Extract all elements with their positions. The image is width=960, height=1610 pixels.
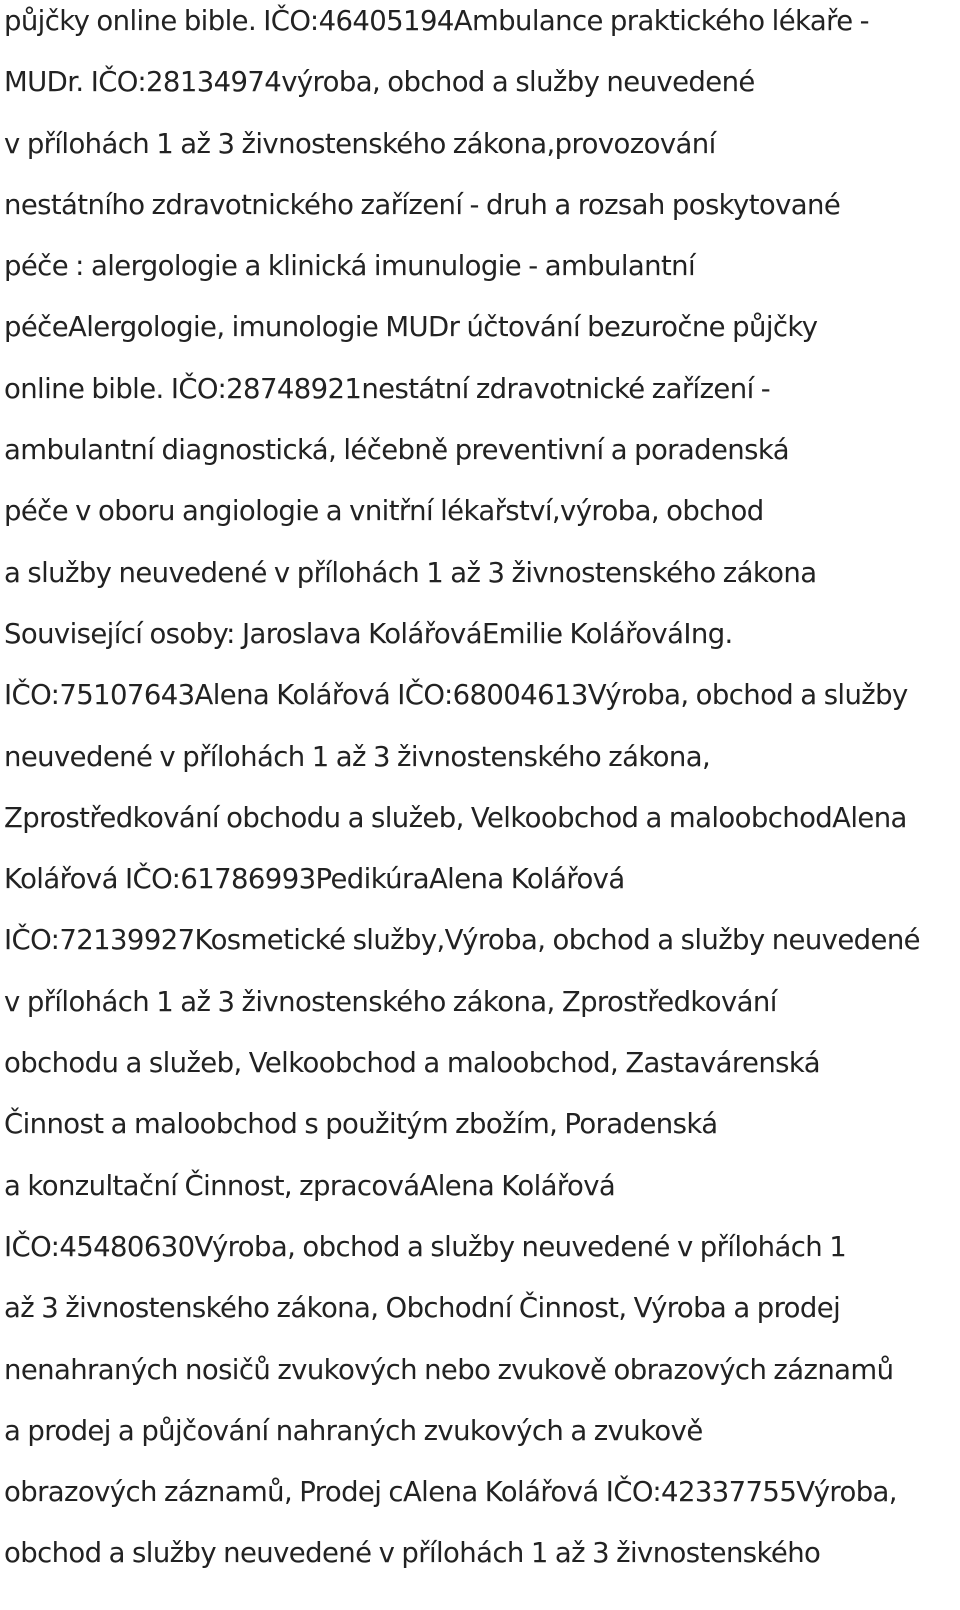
text-line: obchod a služby neuvedené v přílohách 1 až 3 živnostenského	[4, 1537, 821, 1570]
text-line: MUDr. IČO:28134974výroba, obchod a služby neuvedené	[4, 66, 755, 99]
text-line: Kolářová IČO:61786993PedikúraAlena Kolářová	[4, 863, 625, 896]
text-line: v přílohách 1 až 3 živnostenského zákona,provozování	[4, 127, 716, 160]
text-line: neuvedené v přílohách 1 až 3 živnostenského zákona,	[4, 740, 711, 773]
text-line: obchodu a služeb, Velkoobchod a maloobchod, Zastavárenská	[4, 1047, 820, 1080]
text-line: online bible. IČO:28748921nestátní zdravotnické zařízení -	[4, 372, 771, 405]
text-line: půjčky online bible. IČO:46405194Ambulance praktického lékaře -	[4, 5, 870, 37]
text-line: Související osoby: Jaroslava KolářováEmilie KolářováIng.	[4, 617, 733, 650]
text-line: nestátního zdravotnického zařízení - druh a rozsah poskytované	[4, 188, 841, 221]
text-line: Zprostředkování obchodu a služeb, Velkoobchod a maloobchodAlena	[4, 801, 907, 834]
text-line: IČO:45480630Výroba, obchod a služby neuvedené v přílohách 1	[4, 1230, 847, 1263]
text-line: a konzultační Činnost, zpracováAlena Kolářová	[4, 1169, 616, 1202]
text-line: IČO:72139927Kosmetické služby,Výroba, obchod a služby neuvedené	[4, 924, 920, 957]
text-line: IČO:75107643Alena Kolářová IČO:68004613Výroba, obchod a služby	[4, 679, 908, 712]
text-line: Činnost a maloobchod s použitým zbožím, Poradenská	[4, 1108, 718, 1141]
text-line: ambulantní diagnostická, léčebně preventivní a poradenská	[4, 434, 789, 467]
text-line: nenahraných nosičů zvukových nebo zvukově obrazových záznamů	[4, 1353, 894, 1386]
text-line: v přílohách 1 až 3 živnostenského zákona, Zprostředkování	[4, 985, 777, 1018]
text-line: až 3 živnostenského zákona, Obchodní Činnost, Výroba a prodej	[4, 1292, 841, 1325]
text-line: péčeAlergologie, imunologie MUDr účtování bezuročne půjčky	[4, 311, 818, 344]
text-line: obrazových záznamů, Prodej cAlena Kolářová IČO:42337755Výroba,	[4, 1476, 897, 1509]
text-line: a služby neuvedené v přílohách 1 až 3 živnostenského zákona	[4, 556, 817, 589]
text-line: péče : alergologie a klinická imunulogie - ambulantní	[4, 250, 696, 283]
text-line: a prodej a půjčování nahraných zvukových a zvukově	[4, 1414, 703, 1447]
document-text	[4, 0, 954, 1594]
text-line: péče v oboru angiologie a vnitřní lékařství,výroba, obchod	[4, 495, 764, 528]
